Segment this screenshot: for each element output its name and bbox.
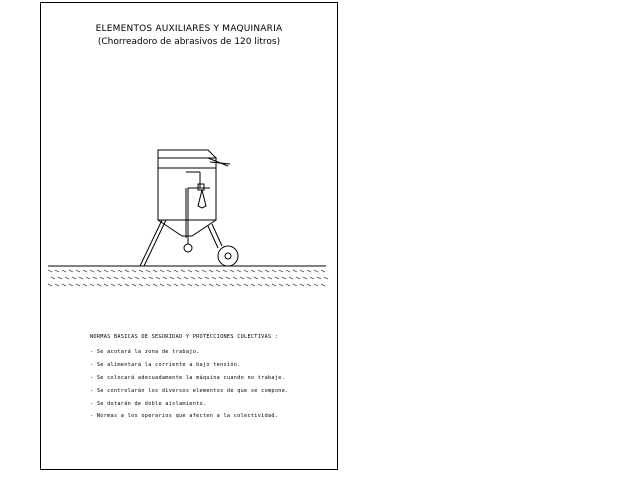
- sandblaster-drawing: [40, 140, 338, 300]
- sheet-title: ELEMENTOS AUXILIARES Y MAQUINARIA: [95, 24, 283, 34]
- sandblaster-machine: [140, 150, 238, 266]
- norm-item: - Normas a los operarios que afecten a la colectividad.: [90, 413, 279, 420]
- ground-hatch: [48, 266, 328, 286]
- norm-item: - Se acotará la zona de trabajo.: [90, 348, 200, 355]
- safety-norms-list: [90, 331, 330, 423]
- norm-item: - Se dotarán de doble aislamiento.: [90, 400, 207, 407]
- norms-heading: NORMAS BASICAS DE SEGURIDAD Y PROTECCIONES COLECTIVAS :: [90, 334, 279, 340]
- norm-item: - Se alimentará la corriente a bajo tensión.: [90, 361, 241, 368]
- sheet-subtitle: (Chorreadoro de abrasivos de 120 litros): [97, 37, 281, 47]
- norm-item: - Se controlarán los diversos elementos de que se compone.: [90, 387, 289, 394]
- norm-item: - Se colocará adecuadamente la máquina cuando no trabaje.: [90, 374, 286, 381]
